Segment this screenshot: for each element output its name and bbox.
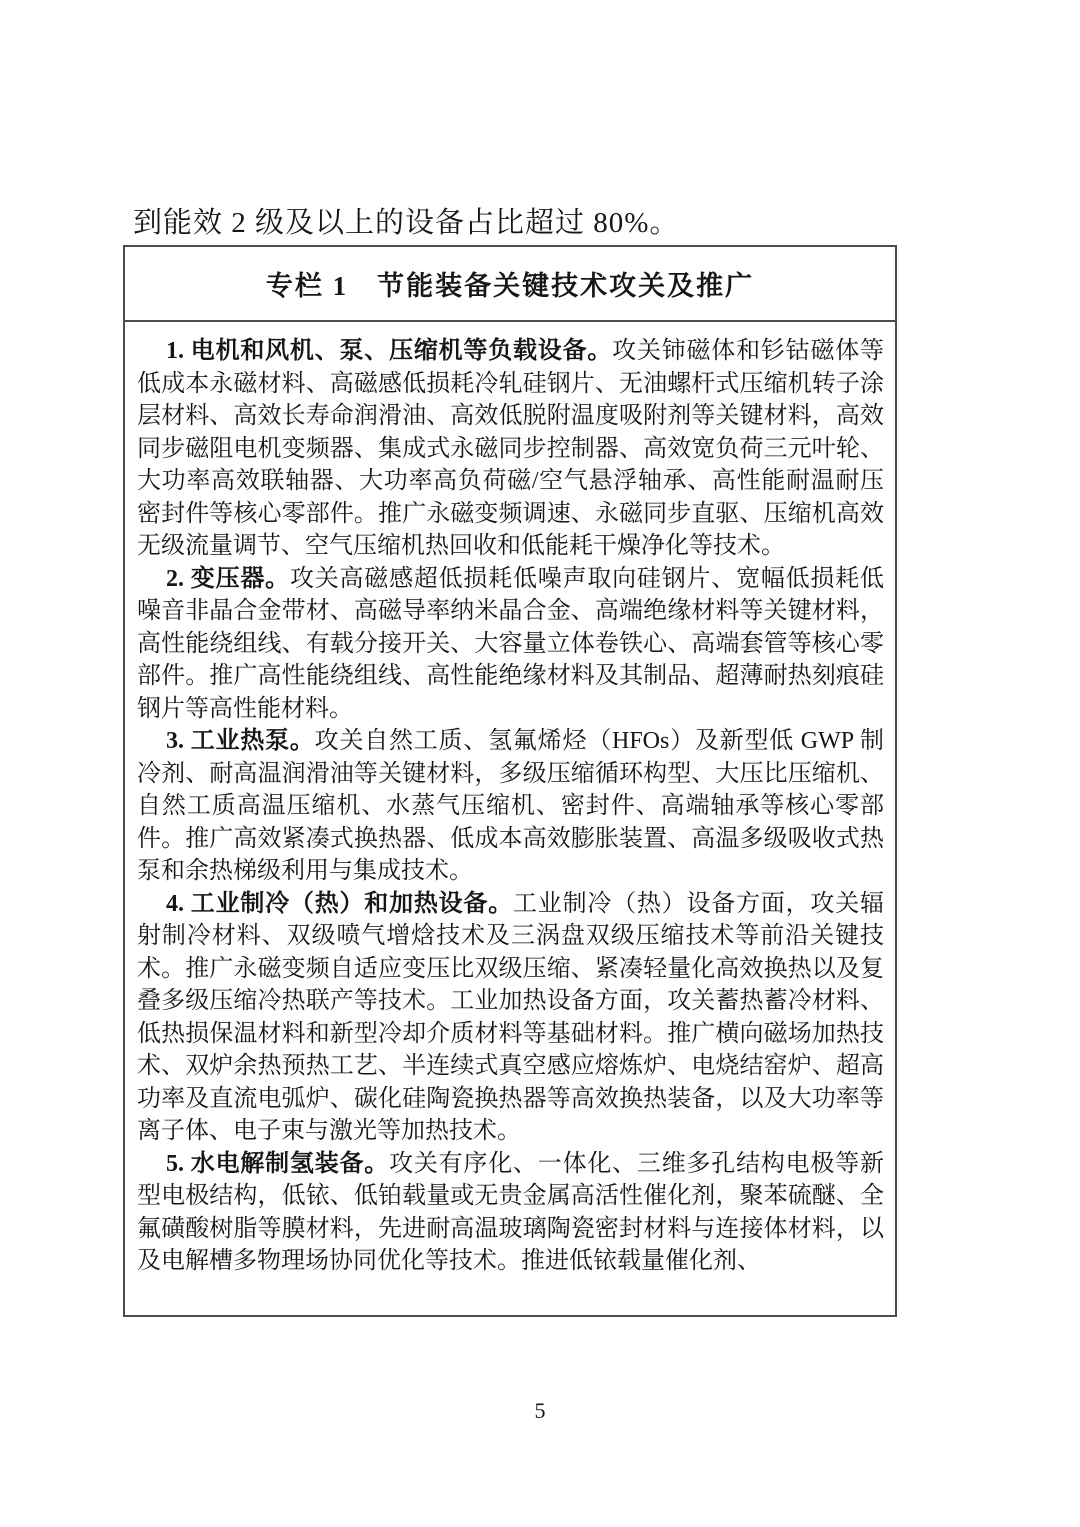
page-number: 5 bbox=[534, 1398, 546, 1423]
paragraph-text: 攻关高磁感超低损耗低噪声取向硅钢片、宽幅低损耗低噪音非晶合金带材、高磁导率纳米晶合金、高端绝缘材料等关键材料，高性能绕组线、有载分接开关、大容量立体卷铁心、高端套管等核心零部件。推广高性能绕组线、高性能绝缘材料及其制品、超薄耐热刻痕硅钢片等高性能材料。 bbox=[137, 565, 885, 722]
intro-paragraph: 到能效 2 级及以上的设备占比超过 80%。 bbox=[133, 207, 680, 239]
box-paragraph bbox=[137, 335, 884, 563]
paragraph-lead: 2. 变压器。 bbox=[166, 565, 290, 592]
paragraph-lead: 1. 电机和风机、泵、压缩机等负载设备。 bbox=[166, 338, 613, 364]
box-paragraph bbox=[137, 1148, 884, 1278]
paragraph-lead: 3. 工业热泵。 bbox=[166, 728, 315, 754]
box-title: 专栏 1 节能装备关键技术攻关及推广 bbox=[125, 247, 895, 322]
box-paragraph bbox=[137, 725, 884, 888]
paragraph-lead: 5. 水电解制氢装备。 bbox=[166, 1150, 390, 1177]
paragraph-lead: 4. 工业制冷（热）和加热设备。 bbox=[166, 890, 513, 917]
paragraph-text: 工业制冷（热）设备方面，攻关辐射制冷材料、双级喷气增焓技术及三涡盘双级压缩技术等前沿关键技术。推广永磁变频自适应变压比双级压缩、紧凑轻量化高效换热以及复叠多级压缩冷热联产等技术。工业加热设备方面，攻关蓄热蓄冷材料、低热损保温材料和新型冷却介质材料等基础材料。推广横向磁场加热技术、双炉余热预热工艺、半连续式真空感应熔炼炉、电烧结窑炉、超高功率及直流电弧炉、碳化硅陶瓷换热器等高效换热装备，以及大功率等离子体、电子束与激光等加热技术。 bbox=[137, 890, 884, 1144]
box-paragraph bbox=[137, 563, 884, 726]
paragraph-text: 攻关有序化、一体化、三维多孔结构电极等新型电极结构，低铱、低铂载量或无贵金属高活性催化剂，聚苯硫醚、全氟磺酸树脂等膜材料，先进耐高温玻璃陶瓷密封材料与连接体材料，以及电解槽多物理场协同优化等技术。推进低铱载量催化剂、 bbox=[137, 1150, 885, 1274]
paragraph-text: 攻关铈磁体和钐钴磁体等低成本永磁材料、高磁感低损耗冷轧硅钢片、无油螺杆式压缩机转子涂层材料、高效长寿命润滑油、高效低脱附温度吸附剂等关键材料，高效同步磁阻电机变频器、集成式永磁同步控制器、高效宽负荷三元叶轮、大功率高效联轴器、大功率高负荷磁/空气悬浮轴承、高性能耐温耐压密封件等核心零部件。推广永磁变频调速、永磁同步直驱、压缩机高效无级流量调节、空气压缩机热回收和低能耗干燥净化等技术。 bbox=[137, 338, 885, 559]
box-body bbox=[125, 322, 895, 1278]
highlight-box bbox=[123, 245, 897, 1317]
box-paragraph bbox=[137, 888, 884, 1148]
paragraph-text: 攻关自然工质、氢氟烯烃（HFOs）及新型低 GWP 制冷剂、耐高温润滑油等关键材料，多级压缩循环构型、大压比压缩机、自然工质高温压缩机、水蒸气压缩机、密封件、高端轴承等核心零部件。推广高效紧凑式换热器、低成本高效膨胀装置、高温多级吸收式热泵和余热梯级利用与集成技术。 bbox=[137, 728, 885, 884]
